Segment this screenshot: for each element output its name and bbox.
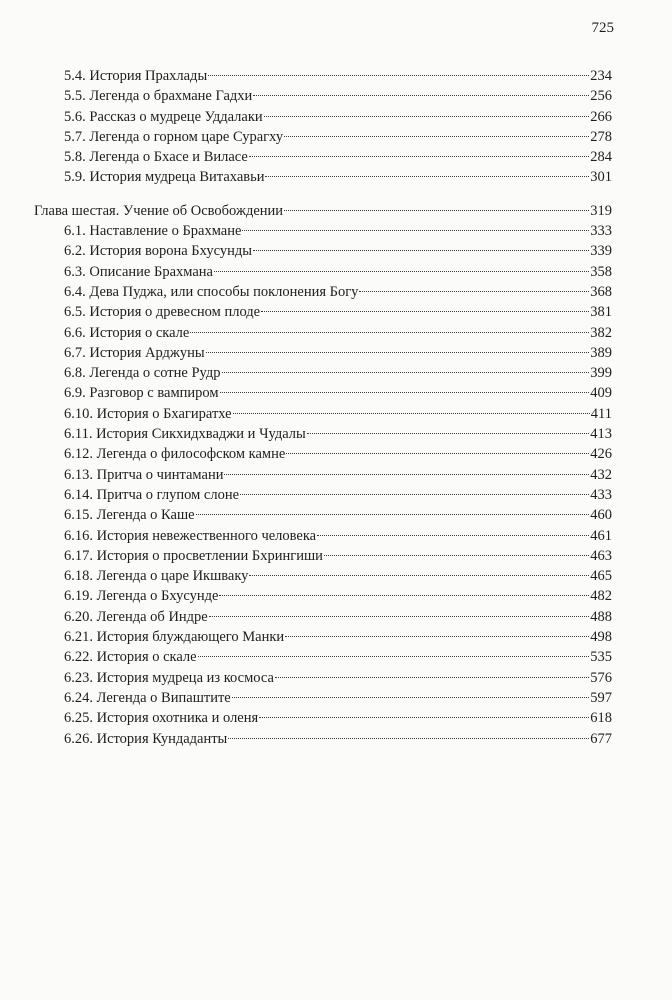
entry-page-number: 399 bbox=[590, 365, 612, 382]
dot-leader bbox=[214, 271, 589, 272]
page-number: 725 bbox=[591, 20, 614, 36]
toc-entry bbox=[64, 127, 612, 147]
entry-page-number: 278 bbox=[590, 128, 612, 145]
entry-page-number: 576 bbox=[590, 669, 612, 686]
dot-leader bbox=[264, 116, 590, 117]
dot-leader bbox=[233, 413, 590, 414]
entry-title: 5.7. Легенда о горном царе Сурагху bbox=[64, 128, 284, 145]
entry-title: 6.26. История Кундаданты bbox=[64, 730, 228, 747]
dot-leader bbox=[190, 332, 589, 333]
entry-page-number: 498 bbox=[590, 629, 612, 646]
toc-entry bbox=[64, 363, 612, 383]
toc-entry bbox=[64, 302, 612, 322]
entry-title: 6.10. История о Бхагиратхе bbox=[64, 405, 232, 422]
toc-entry bbox=[64, 424, 612, 444]
entry-title: 5.4. История Прахлады bbox=[64, 68, 208, 84]
entry-page-number: 535 bbox=[590, 649, 612, 666]
dot-leader bbox=[359, 291, 589, 292]
toc-entry bbox=[64, 383, 612, 403]
dot-leader bbox=[253, 95, 589, 96]
entry-page-number: 432 bbox=[590, 466, 612, 483]
dot-leader bbox=[249, 156, 589, 157]
toc-entry bbox=[64, 627, 612, 647]
dot-leader bbox=[285, 636, 589, 637]
dot-leader bbox=[222, 372, 590, 373]
toc-entry bbox=[64, 107, 612, 127]
entry-page-number: 597 bbox=[590, 689, 612, 706]
dot-leader bbox=[220, 392, 590, 393]
entry-title: 6.15. Легенда о Каше bbox=[64, 507, 195, 524]
entry-page-number: 319 bbox=[590, 202, 612, 219]
entry-title: 6.1. Наставление о Брахмане bbox=[64, 223, 242, 240]
entry-title: 5.6. Рассказ о мудреце Уддалаки bbox=[64, 108, 263, 125]
toc-entry bbox=[64, 505, 612, 525]
dot-leader bbox=[275, 677, 589, 678]
dot-leader bbox=[265, 176, 589, 177]
entry-page-number: 488 bbox=[590, 608, 612, 625]
toc-entry bbox=[64, 668, 612, 688]
entry-page-number: 677 bbox=[590, 730, 612, 747]
entry-title: 6.23. История мудреца из космоса bbox=[64, 669, 274, 686]
toc-entry bbox=[64, 66, 612, 86]
dot-leader bbox=[196, 514, 590, 515]
entry-page-number: 358 bbox=[590, 263, 612, 280]
dot-leader bbox=[284, 210, 589, 211]
entry-page-number: 463 bbox=[590, 547, 612, 564]
entry-title: 6.20. Легенда об Индре bbox=[64, 608, 208, 625]
toc-entry bbox=[64, 647, 612, 667]
toc-entry bbox=[64, 167, 612, 187]
toc-entry bbox=[64, 526, 612, 546]
toc-entry bbox=[64, 282, 612, 302]
entry-page-number: 266 bbox=[590, 108, 612, 125]
entry-page-number: 389 bbox=[590, 344, 612, 361]
entry-page-number: 368 bbox=[590, 283, 612, 300]
dot-leader bbox=[208, 75, 589, 76]
table-of-contents bbox=[0, 66, 672, 749]
dot-leader bbox=[286, 453, 589, 454]
entry-page-number: 284 bbox=[590, 149, 612, 166]
toc-entry bbox=[64, 546, 612, 566]
entry-title: 5.5. Легенда о брахмане Гадхи bbox=[64, 88, 253, 105]
dot-leader bbox=[253, 250, 589, 251]
toc-entry bbox=[64, 586, 612, 606]
entry-page-number: 382 bbox=[590, 324, 612, 341]
dot-leader bbox=[242, 230, 589, 231]
entry-title: 6.19. Легенда о Бхусунде bbox=[64, 588, 219, 605]
entry-title: 6.14. Притча о глупом слоне bbox=[64, 486, 240, 503]
dot-leader bbox=[209, 616, 590, 617]
entry-title: 5.9. История мудреца Витахавьи bbox=[64, 169, 265, 186]
entry-title: 6.25. История охотника и оленя bbox=[64, 710, 259, 727]
toc-entry bbox=[64, 729, 612, 749]
toc-entry bbox=[64, 444, 612, 464]
toc-entry bbox=[64, 688, 612, 708]
entry-title: 6.8. Легенда о сотне Рудр bbox=[64, 365, 221, 382]
entry-page-number: 333 bbox=[590, 223, 612, 240]
dot-leader bbox=[284, 136, 589, 137]
dot-leader bbox=[259, 717, 589, 718]
entry-title: 6.16. История невежественного человека bbox=[64, 527, 317, 544]
entry-page-number: 411 bbox=[590, 405, 612, 422]
dot-leader bbox=[219, 595, 589, 596]
entry-title: 6.3. Описание Брахмана bbox=[64, 263, 213, 280]
entry-page-number: 618 bbox=[590, 710, 612, 727]
entry-page-number: 409 bbox=[590, 385, 612, 402]
dot-leader bbox=[261, 311, 589, 312]
entry-title: 6.22. История о скале bbox=[64, 649, 197, 666]
entry-page-number: 256 bbox=[590, 88, 612, 105]
entry-page-number: 301 bbox=[590, 169, 612, 186]
dot-leader bbox=[206, 352, 590, 353]
toc-entry bbox=[64, 147, 612, 167]
dot-leader bbox=[228, 738, 589, 739]
toc-entry bbox=[64, 323, 612, 343]
entry-title: 6.2. История ворона Бхусунды bbox=[64, 243, 252, 260]
dot-leader bbox=[307, 433, 590, 434]
toc-entry bbox=[64, 221, 612, 241]
toc-entry bbox=[64, 262, 612, 282]
entry-title: 6.11. История Сикхидхваджи и Чудалы bbox=[64, 426, 306, 443]
toc-entry bbox=[64, 86, 612, 106]
entry-title: 6.18. Легенда о царе Икшваку bbox=[64, 568, 249, 585]
entry-page-number: 465 bbox=[590, 568, 612, 585]
entry-title: 6.17. История о просветлении Бхрингиши bbox=[64, 547, 323, 564]
dot-leader bbox=[324, 555, 589, 556]
toc-entry bbox=[64, 343, 612, 363]
toc-entry bbox=[64, 708, 612, 728]
entry-title: 6.12. Легенда о философском камне bbox=[64, 446, 286, 463]
entry-title: 6.13. Притча о чинтамани bbox=[64, 466, 224, 483]
dot-leader bbox=[224, 474, 589, 475]
dot-leader bbox=[317, 535, 589, 536]
entry-page-number: 433 bbox=[590, 486, 612, 503]
entry-title: 6.7. История Арджуны bbox=[64, 344, 205, 361]
entry-page-number: 461 bbox=[590, 527, 612, 544]
entry-title: 6.5. История о древесном плоде bbox=[64, 304, 261, 321]
toc-entry bbox=[64, 241, 612, 261]
toc-entry bbox=[64, 485, 612, 505]
chapter-heading bbox=[34, 201, 612, 221]
toc-entry bbox=[64, 566, 612, 586]
dot-leader bbox=[249, 575, 589, 576]
entry-title: 6.9. Разговор с вампиром bbox=[64, 385, 219, 402]
entry-page-number: 482 bbox=[590, 588, 612, 605]
entry-page-number: 234 bbox=[590, 68, 612, 84]
entry-page-number: 413 bbox=[590, 426, 612, 443]
entry-title: 6.4. Дева Пуджа, или способы поклонения Богу bbox=[64, 283, 359, 300]
entry-page-number: 339 bbox=[590, 243, 612, 260]
entry-page-number: 460 bbox=[590, 507, 612, 524]
dot-leader bbox=[232, 697, 590, 698]
toc-entry bbox=[64, 465, 612, 485]
entry-title: Глава шестая. Учение об Освобождении bbox=[34, 202, 284, 219]
entry-title: 5.8. Легенда о Бхасе и Виласе bbox=[64, 149, 248, 166]
entry-page-number: 426 bbox=[590, 446, 612, 463]
toc-entry bbox=[64, 607, 612, 627]
entry-page-number: 381 bbox=[590, 304, 612, 321]
dot-leader bbox=[240, 494, 589, 495]
entry-title: 6.6. История о скале bbox=[64, 324, 190, 341]
dot-leader bbox=[198, 656, 590, 657]
toc-entry bbox=[64, 404, 612, 424]
entry-title: 6.21. История блуждающего Манки bbox=[64, 629, 285, 646]
entry-title: 6.24. Легенда о Випаштите bbox=[64, 689, 231, 706]
